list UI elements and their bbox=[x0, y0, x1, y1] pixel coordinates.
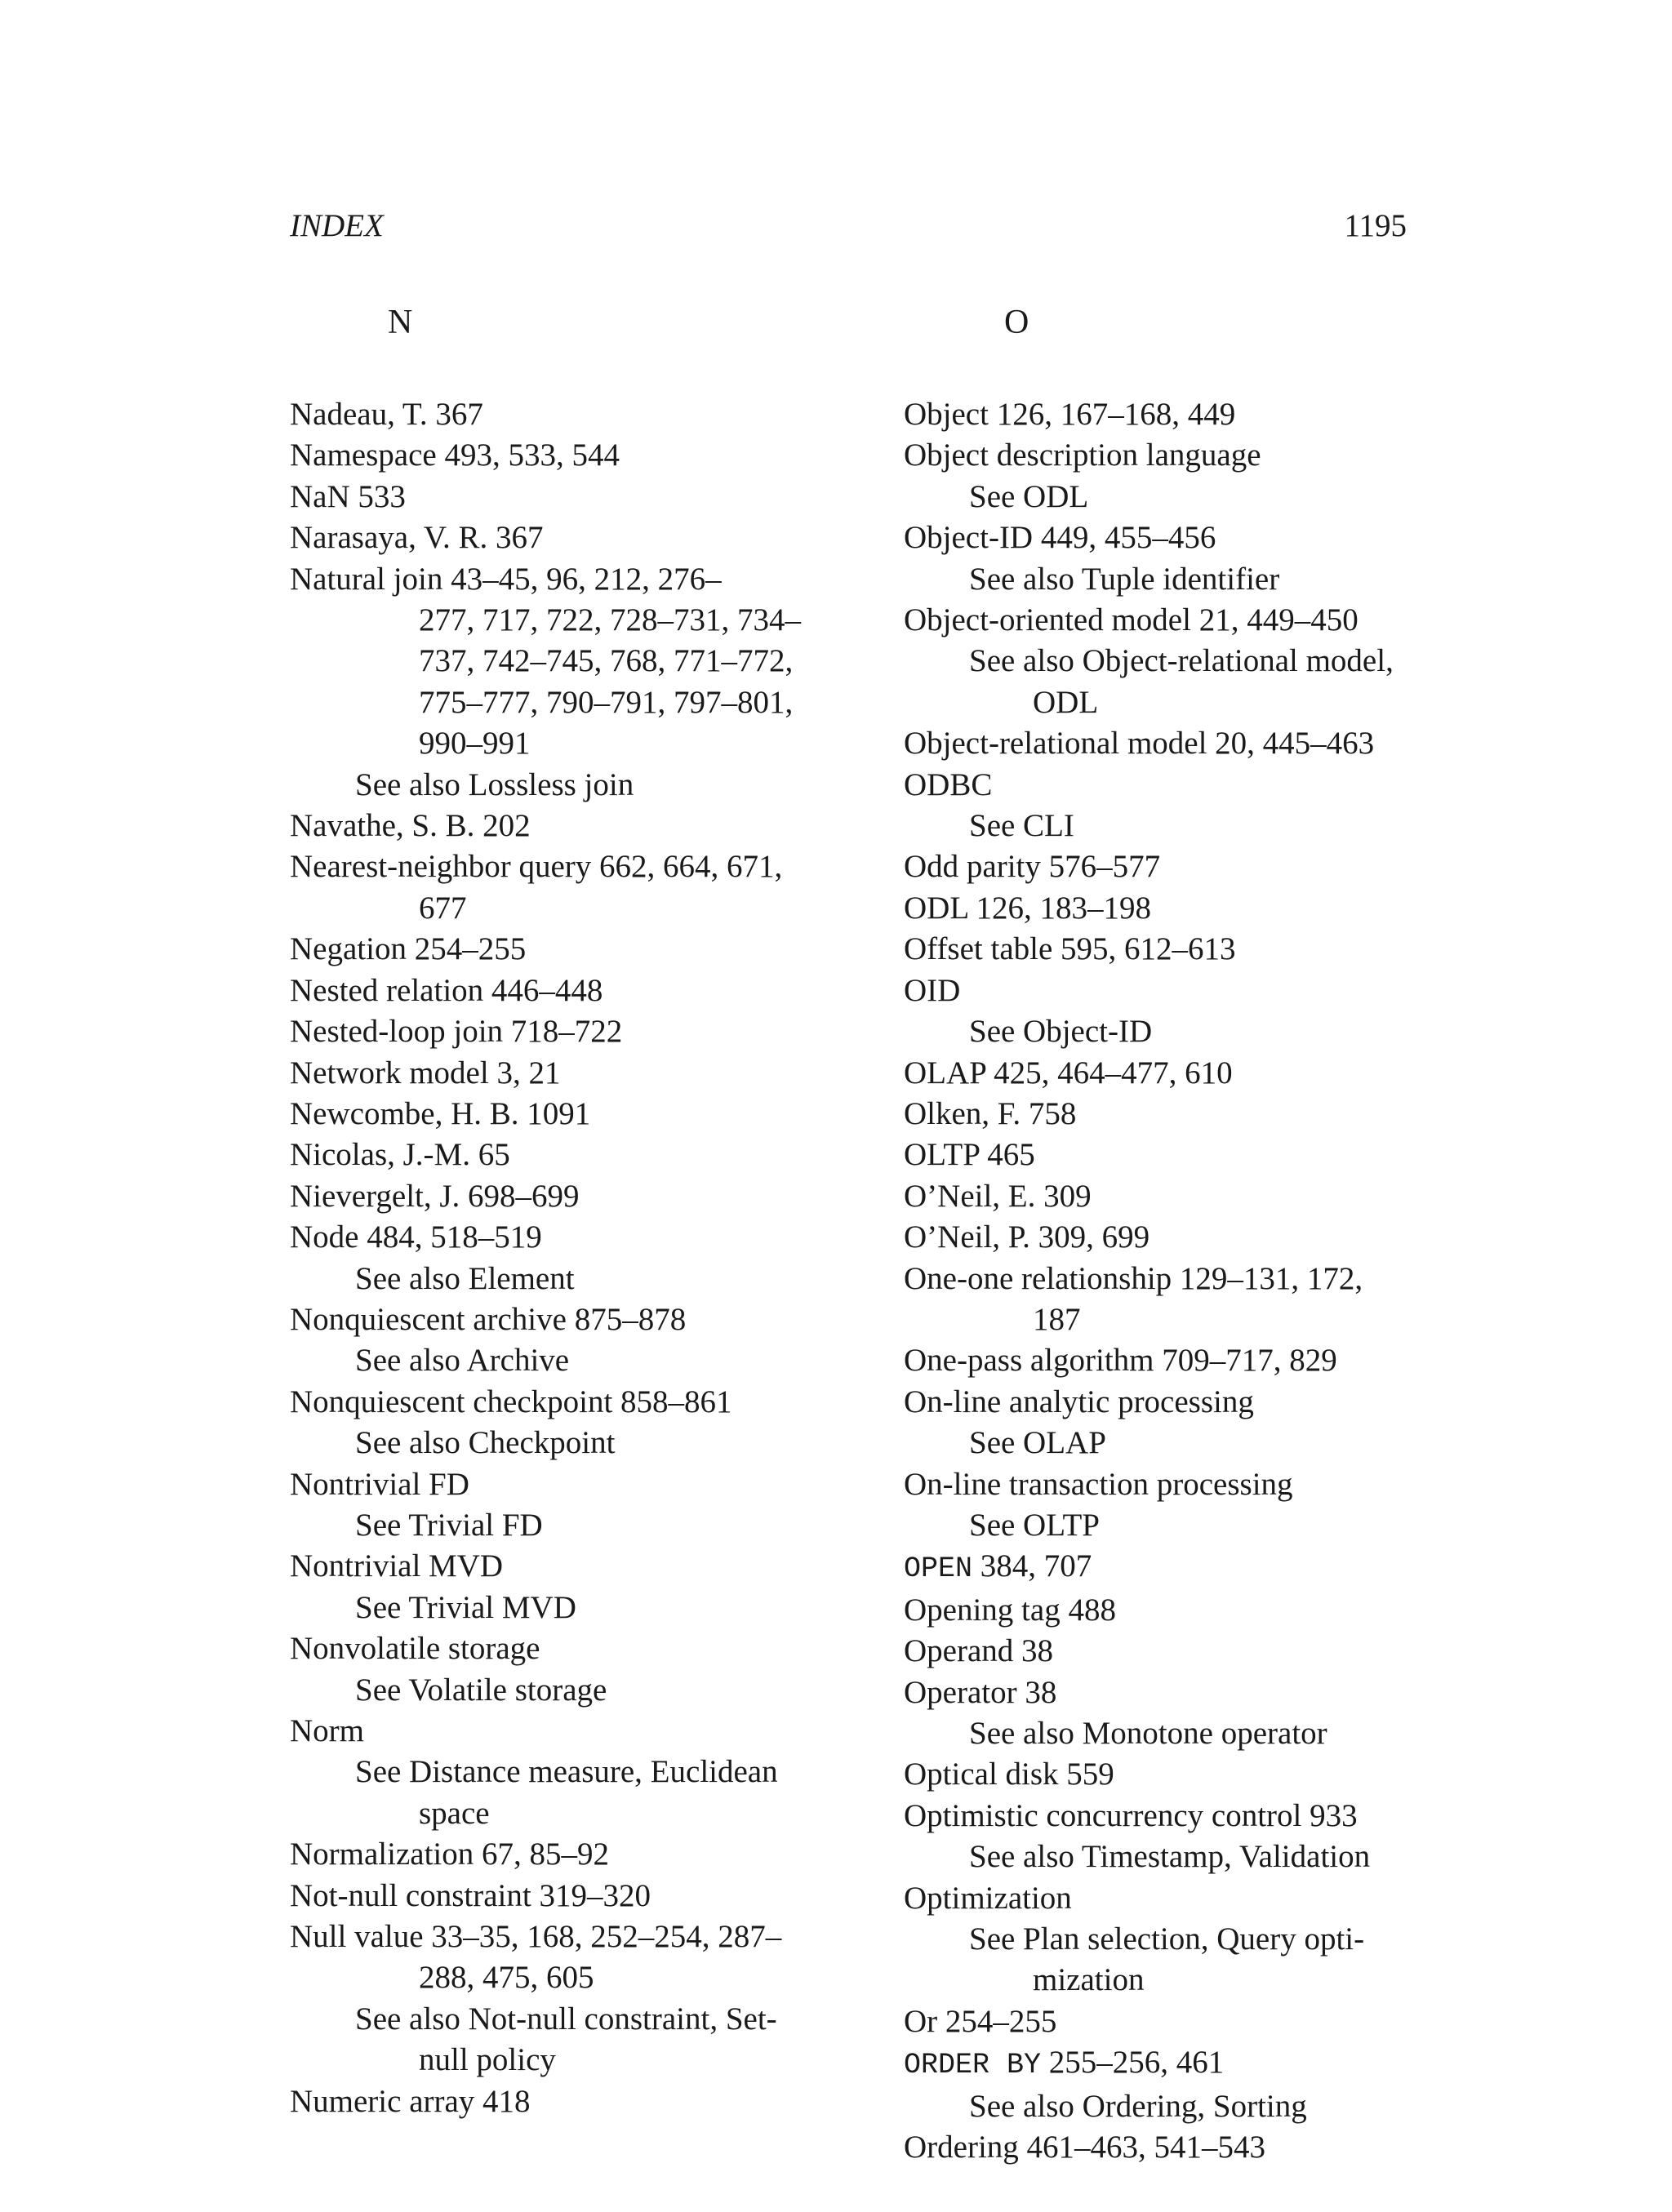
index-entry: Optimization bbox=[904, 1880, 1072, 1916]
index-entry: ODL 126, 183–198 bbox=[904, 890, 1151, 926]
section-letter-n: N bbox=[388, 304, 413, 341]
index-entry-continuation: 277, 717, 722, 728–731, 734– bbox=[419, 602, 801, 638]
index-entry: Nonquiescent checkpoint 858–861 bbox=[290, 1384, 732, 1419]
index-entry: Navathe, S. B. 202 bbox=[290, 808, 531, 844]
index-subentry: See also Ordering, Sorting bbox=[969, 2088, 1307, 2124]
page-refs: 255–256, 461 bbox=[1041, 2045, 1225, 2081]
index-entry: Nadeau, T. 367 bbox=[290, 397, 483, 432]
index-entry bbox=[904, 1546, 1459, 1589]
index-entry: Null value 33–35, 168, 252–254, 287– bbox=[290, 1919, 782, 1955]
index-entry: Nearest-neighbor query 662, 664, 671, bbox=[290, 849, 783, 885]
index-entry: Optimistic concurrency control 933 bbox=[904, 1797, 1358, 1833]
index-entry: Normalization 67, 85–92 bbox=[290, 1837, 610, 1872]
index-entry: O’Neil, P. 309, 699 bbox=[904, 1219, 1150, 1255]
index-entry: Odd parity 576–577 bbox=[904, 849, 1161, 885]
running-head: INDEX bbox=[290, 208, 384, 243]
index-subentry-continuation: space bbox=[419, 1795, 490, 1831]
code-keyword: ORDER BY bbox=[904, 2049, 1042, 2082]
index-entry: Object 126, 167–168, 449 bbox=[904, 397, 1236, 432]
index-entry: Optical disk 559 bbox=[904, 1757, 1114, 1792]
index-subentry-continuation: null policy bbox=[419, 2042, 556, 2078]
index-entry: Newcombe, H. B. 1091 bbox=[290, 1095, 591, 1131]
index-column-right bbox=[904, 298, 1459, 2168]
index-subentry: See also Archive bbox=[355, 1343, 570, 1379]
page-number: 1195 bbox=[1344, 208, 1407, 243]
index-entry: OID bbox=[904, 972, 961, 1008]
index-subentry: See also Not-null constraint, Set- bbox=[355, 2001, 777, 2037]
index-entry: Object-ID 449, 455–456 bbox=[904, 520, 1216, 556]
index-column-left bbox=[290, 298, 861, 2122]
index-entry: Namespace 493, 533, 544 bbox=[290, 438, 620, 473]
index-entry: On-line transaction processing bbox=[904, 1466, 1293, 1502]
index-subentry: See Trivial FD bbox=[355, 1507, 543, 1543]
index-entry: Object-oriented model 21, 449–450 bbox=[904, 602, 1358, 638]
page-refs: 384, 707 bbox=[972, 1548, 1092, 1584]
index-subentry: See Plan selection, Query opti- bbox=[969, 1921, 1365, 1957]
index-entry: Nicolas, J.-M. 65 bbox=[290, 1137, 510, 1173]
index-entry: Node 484, 518–519 bbox=[290, 1219, 542, 1255]
code-keyword: OPEN bbox=[904, 1552, 973, 1586]
index-subentry: See OLAP bbox=[969, 1425, 1106, 1461]
index-entry-continuation: 677 bbox=[419, 890, 467, 926]
index-entry: One-one relationship 129–131, 172, bbox=[904, 1260, 1363, 1296]
index-entry: Operand 38 bbox=[904, 1633, 1054, 1669]
index-subentry: See OLTP bbox=[969, 1507, 1100, 1543]
index-entry: NaN 533 bbox=[290, 478, 406, 514]
index-subentry: See also Lossless join bbox=[355, 766, 634, 802]
index-entry-continuation: 775–777, 790–791, 797–801, bbox=[419, 684, 794, 720]
index-entry: Not-null constraint 319–320 bbox=[290, 1877, 651, 1913]
index-entry-continuation: 737, 742–745, 768, 771–772, bbox=[419, 643, 794, 679]
section-letter-o: O bbox=[1004, 304, 1029, 341]
index-subentry: See also Monotone operator bbox=[969, 1716, 1327, 1751]
index-entry: Opening tag 488 bbox=[904, 1592, 1116, 1628]
index-entry: Object-relational model 20, 445–463 bbox=[904, 726, 1375, 762]
page-header bbox=[290, 207, 1407, 256]
index-entry-continuation: 187 bbox=[1033, 1301, 1081, 1337]
index-subentry: See ODL bbox=[969, 478, 1089, 514]
index-entry: Nontrivial FD bbox=[290, 1466, 469, 1502]
index-entry: OLTP 465 bbox=[904, 1137, 1035, 1173]
index-entry: Nonvolatile storage bbox=[290, 1631, 540, 1667]
index-entries-o bbox=[904, 394, 1459, 2168]
index-entry: ODBC bbox=[904, 766, 993, 802]
index-entry: OLAP 425, 464–477, 610 bbox=[904, 1055, 1233, 1090]
index-subentry: See also Checkpoint bbox=[355, 1425, 616, 1461]
index-entries-n bbox=[290, 394, 861, 2122]
index-subentry-continuation: mization bbox=[1033, 1962, 1145, 1998]
index-entry: Nontrivial MVD bbox=[290, 1548, 504, 1584]
index-subentry: See Distance measure, Euclidean bbox=[355, 1754, 778, 1790]
index-entry: Narasaya, V. R. 367 bbox=[290, 520, 544, 556]
index-subentry: See Volatile storage bbox=[355, 1672, 607, 1708]
index-entry-continuation: 990–991 bbox=[419, 726, 531, 762]
index-entry-continuation: 288, 475, 605 bbox=[419, 1960, 594, 1996]
index-entry: Negation 254–255 bbox=[290, 931, 527, 967]
index-entry: Nested relation 446–448 bbox=[290, 972, 603, 1008]
index-entry: Nested-loop join 718–722 bbox=[290, 1014, 623, 1050]
index-entry: Olken, F. 758 bbox=[904, 1095, 1077, 1131]
index-subentry: See Object-ID bbox=[969, 1014, 1153, 1050]
index-entry: Ordering 461–463, 541–543 bbox=[904, 2130, 1266, 2165]
index-entry: Network model 3, 21 bbox=[290, 1055, 561, 1090]
index-subentry: See Trivial MVD bbox=[355, 1589, 576, 1625]
index-entry: Norm bbox=[290, 1713, 364, 1748]
index-entry: One-pass algorithm 709–717, 829 bbox=[904, 1343, 1337, 1379]
index-entry: Numeric array 418 bbox=[290, 2083, 531, 2119]
index-entry: On-line analytic processing bbox=[904, 1384, 1254, 1419]
index-entry: Natural join 43–45, 96, 212, 276– bbox=[290, 561, 722, 597]
index-subentry: See also Tuple identifier bbox=[969, 561, 1280, 597]
index-entry: Offset table 595, 612–613 bbox=[904, 931, 1236, 967]
index-entry: O’Neil, E. 309 bbox=[904, 1178, 1092, 1214]
index-entry: Nievergelt, J. 698–699 bbox=[290, 1178, 580, 1214]
index-subentry: See CLI bbox=[969, 808, 1074, 844]
index-subentry: See also Element bbox=[355, 1260, 575, 1296]
index-entry bbox=[904, 2042, 1459, 2085]
index-subentry: See also Object-relational model, bbox=[969, 643, 1394, 679]
index-entry: Object description language bbox=[904, 438, 1261, 473]
index-entry: Or 254–255 bbox=[904, 2003, 1057, 2039]
index-subentry: See also Timestamp, Validation bbox=[969, 1839, 1371, 1875]
index-entry: Nonquiescent archive 875–878 bbox=[290, 1301, 687, 1337]
index-subentry-continuation: ODL bbox=[1033, 684, 1099, 720]
index-entry: Operator 38 bbox=[904, 1674, 1057, 1710]
